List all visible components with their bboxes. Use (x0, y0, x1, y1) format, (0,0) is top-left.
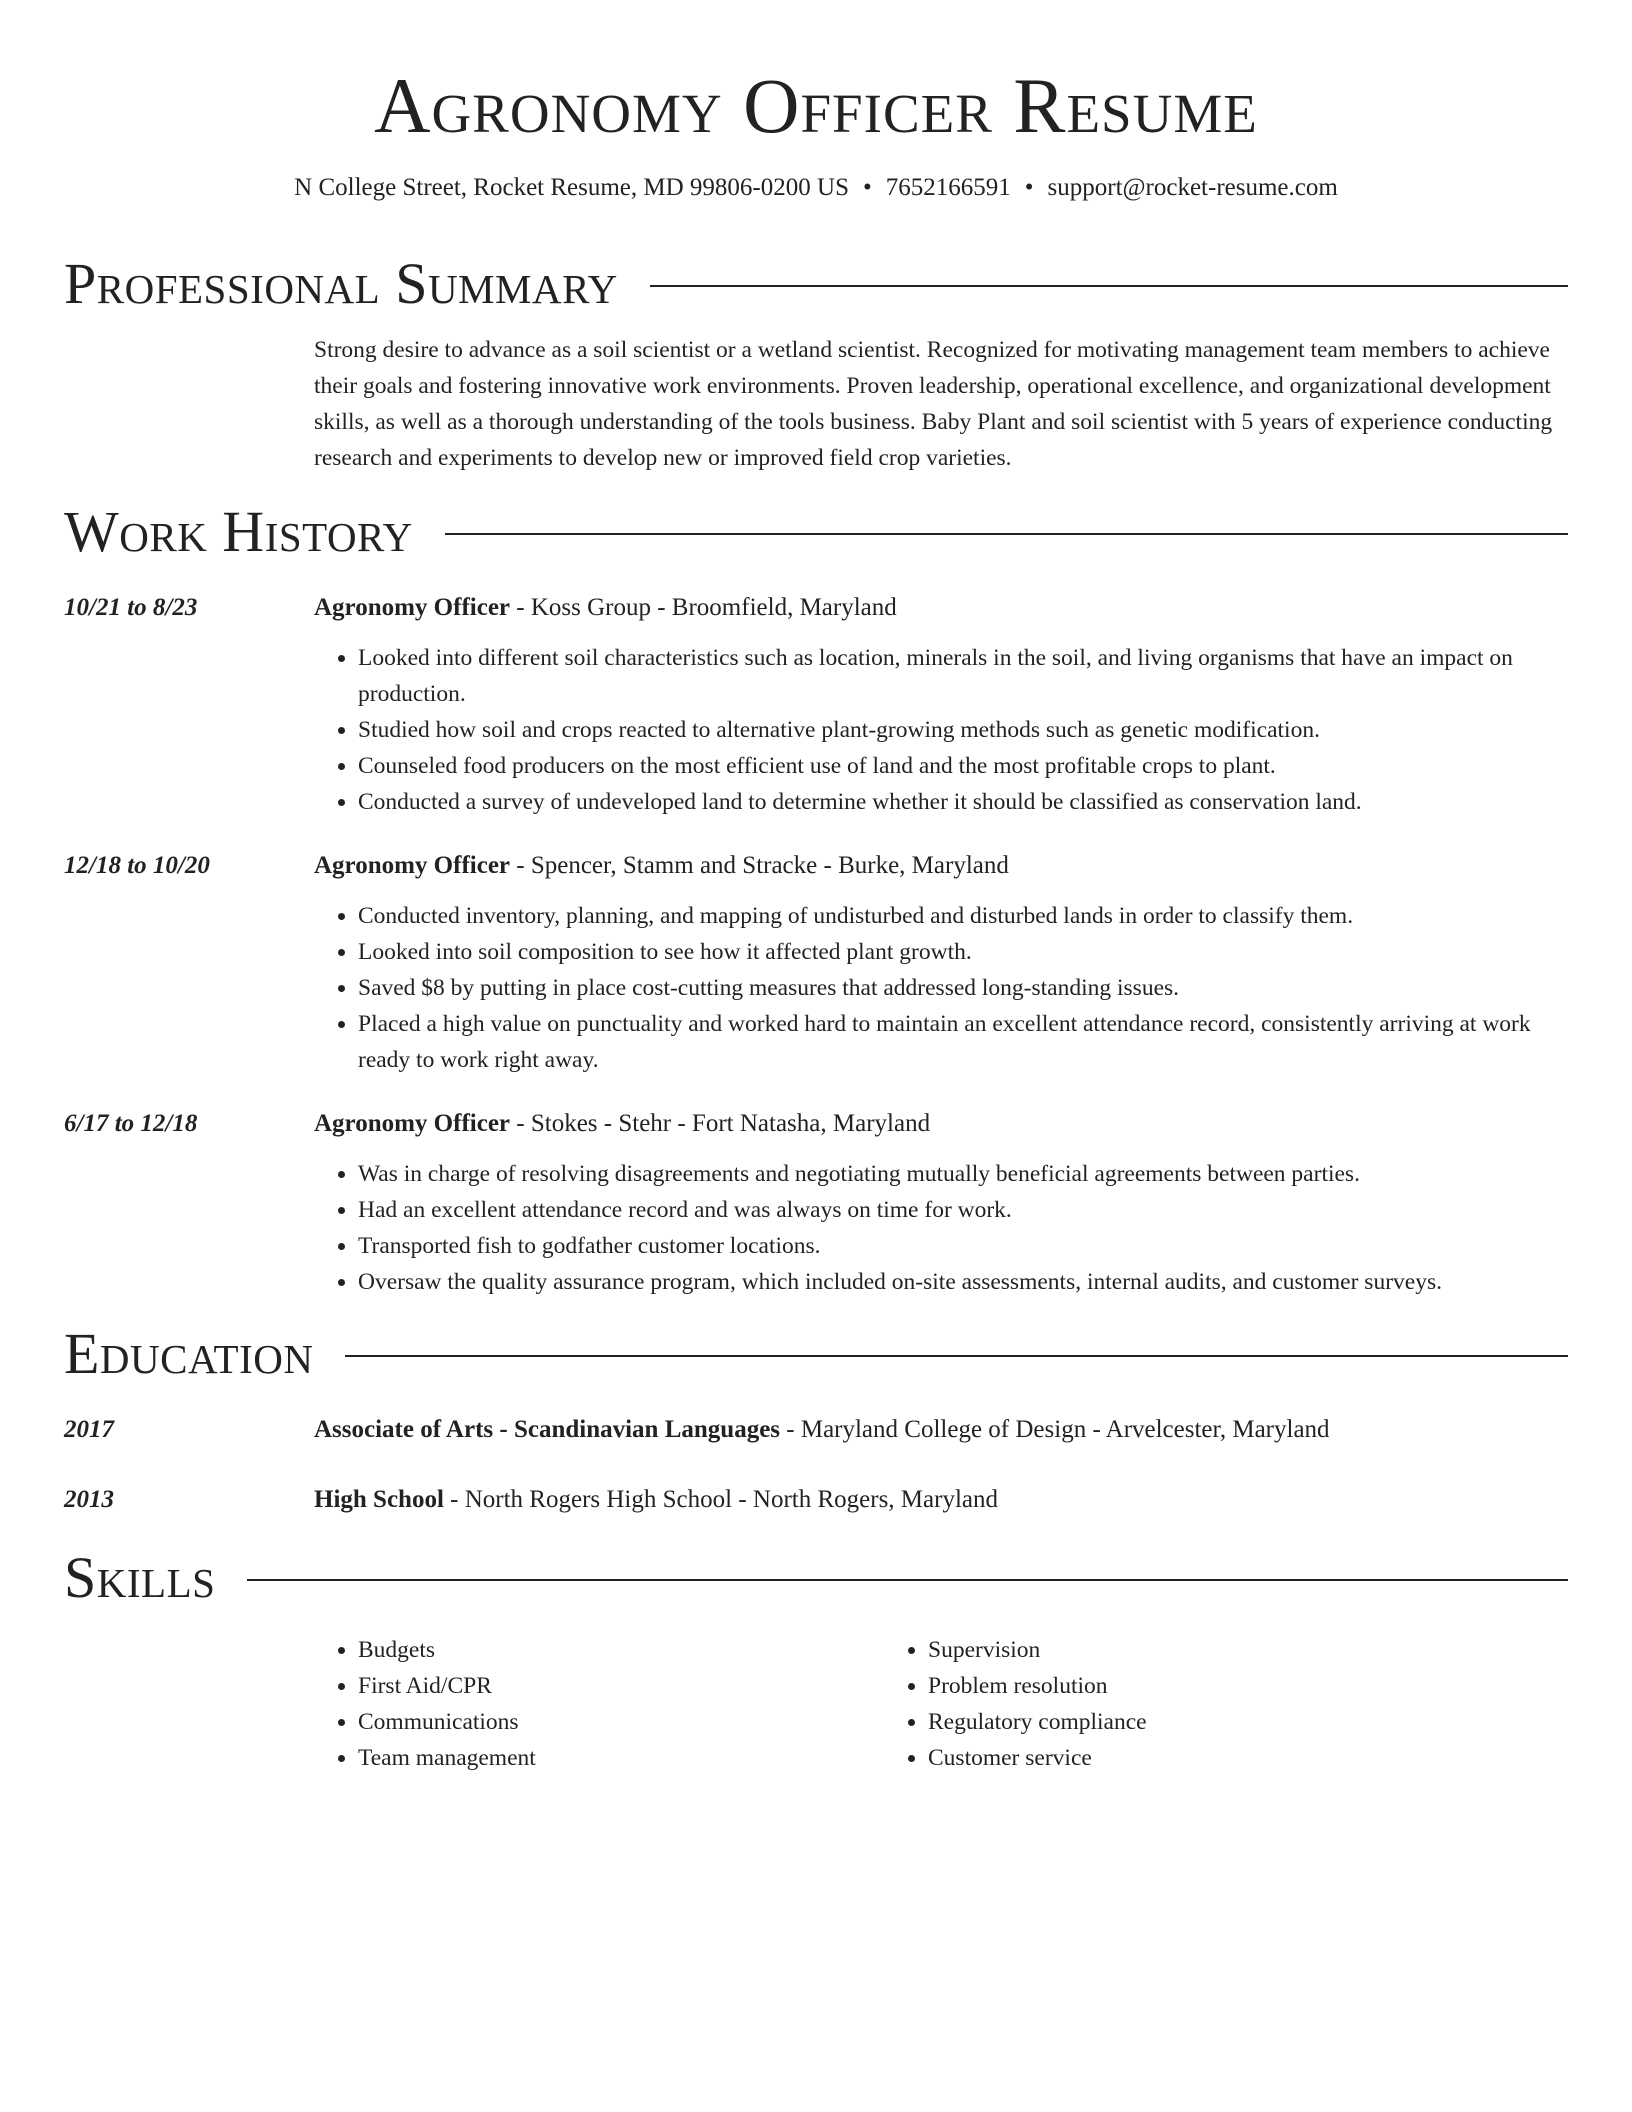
job-details: - Stokes - Stehr - Fort Natasha, Maryland (510, 1110, 931, 1137)
summary-heading: Professional Summary (64, 251, 618, 316)
job-details: - Spencer, Stamm and Stracke - Burke, Maryland (510, 852, 1009, 879)
contact-email: support@rocket-resume.com (1047, 174, 1338, 201)
education-degree: Associate of Arts - Scandinavian Languages (314, 1416, 781, 1443)
job-body (314, 1108, 1568, 1300)
job-bullets (314, 898, 1568, 1078)
job-bullet: • Transported fish to godfather customer locations. (358, 1228, 1568, 1264)
job-title: Agronomy Officer (314, 852, 511, 879)
section-divider (650, 285, 1568, 287)
job-heading-line (314, 592, 1568, 624)
contact-phone: 7652166591 (885, 174, 1011, 201)
job-title: Agronomy Officer (314, 594, 511, 621)
job-bullet: • Placed a high value on punctuality and worked hard to maintain an excellent attendance record, consistently arriving at work ready to work right away. (358, 1006, 1568, 1078)
resume-title: Agronomy Officer Resume (374, 62, 1258, 149)
job-bullet: • Studied how soil and crops reacted to alternative plant-growing methods such as genetic modification. (358, 712, 1568, 748)
job-dates: 10/21 to 8/23 (64, 594, 198, 621)
job-bullet: • Looked into different soil characteristics such as location, minerals in the soil, and living organisms that have an impact on production. (358, 640, 1568, 712)
skills-column-right (884, 1632, 1484, 1776)
education-heading: Education (64, 1321, 314, 1386)
skills-heading: Skills (64, 1545, 216, 1610)
work-section-header (64, 500, 1568, 564)
skills-column-left (314, 1632, 884, 1776)
education-degree: High School (314, 1486, 444, 1513)
skills-grid (314, 1632, 1568, 1776)
skill-item: • Problem resolution (928, 1668, 1484, 1704)
job-bullet: • Counseled food producers on the most efficient use of land and the most profitable crops to plant. (358, 748, 1568, 784)
education-entry (64, 1414, 1568, 1446)
work-heading: Work History (64, 499, 413, 564)
job-bullet: • Conducted inventory, planning, and mapping of undisturbed and disturbed lands in order to classify them. (358, 898, 1568, 934)
skill-item: • Budgets (358, 1632, 884, 1668)
contact-separator: • (1024, 174, 1034, 201)
job-body (314, 592, 1568, 820)
section-divider (345, 1355, 1568, 1357)
education-details: - Maryland College of Design - Arvelcester, Maryland (780, 1416, 1330, 1443)
job-heading-line (314, 1108, 1568, 1140)
education-details: - North Rogers High School - North Rogers, Maryland (443, 1486, 998, 1513)
job-entry (64, 592, 1568, 820)
education-body (314, 1484, 1568, 1516)
job-bullet: • Had an excellent attendance record and was always on time for work. (358, 1192, 1568, 1228)
job-details: - Koss Group - Broomfield, Maryland (510, 594, 897, 621)
job-dates: 6/17 to 12/18 (64, 1110, 198, 1137)
education-line (314, 1414, 1568, 1446)
education-section-header (64, 1322, 1568, 1386)
contact-separator: • (862, 174, 872, 201)
job-entry (64, 1108, 1568, 1300)
summary-text: Strong desire to advance as a soil scientist or a wetland scientist. Recognized for motivating management team members to achieve their goals and fostering innovative work environments. Proven leadership, operational excellence, and organizational development skills, as well as a thorough understanding of the tools business. Baby Plant and soil scientist with 5 years of experience conducting research and experiments to develop new or improved field crop varieties. (314, 337, 1553, 471)
education-year: 2017 (64, 1416, 114, 1443)
skill-item: • Customer service (928, 1740, 1484, 1776)
skills-section-header (64, 1546, 1568, 1610)
job-bullet: • Looked into soil composition to see how it affected plant growth. (358, 934, 1568, 970)
skill-item: • Supervision (928, 1632, 1484, 1668)
education-year: 2013 (64, 1486, 114, 1513)
contact-address: N College Street, Rocket Resume, MD 99806-0200 US (294, 174, 849, 201)
education-body (314, 1414, 1568, 1446)
skill-item: • Communications (358, 1704, 884, 1740)
job-title: Agronomy Officer (314, 1110, 511, 1137)
skill-item: • Team management (358, 1740, 884, 1776)
skill-item: • Regulatory compliance (928, 1704, 1484, 1740)
job-bullet: • Conducted a survey of undeveloped land to determine whether it should be classified as conservation land. (358, 784, 1568, 820)
job-bullet: • Saved $8 by putting in place cost-cutting measures that addressed long-standing issues. (358, 970, 1568, 1006)
job-heading-line (314, 850, 1568, 882)
contact-line (64, 172, 1568, 204)
job-bullets (314, 640, 1568, 820)
summary-section-header (64, 252, 1568, 316)
job-bullets (314, 1156, 1568, 1300)
skill-item: • First Aid/CPR (358, 1668, 884, 1704)
job-dates: 12/18 to 10/20 (64, 852, 210, 879)
job-entry (64, 850, 1568, 1078)
job-body (314, 850, 1568, 1078)
education-entry (64, 1484, 1568, 1516)
section-divider (445, 533, 1568, 535)
job-bullet: • Was in charge of resolving disagreements and negotiating mutually beneficial agreements between parties. (358, 1156, 1568, 1192)
job-bullet: • Oversaw the quality assurance program, which included on-site assessments, internal audits, and customer surveys. (358, 1264, 1568, 1300)
education-line (314, 1484, 1568, 1516)
section-divider (247, 1579, 1568, 1581)
